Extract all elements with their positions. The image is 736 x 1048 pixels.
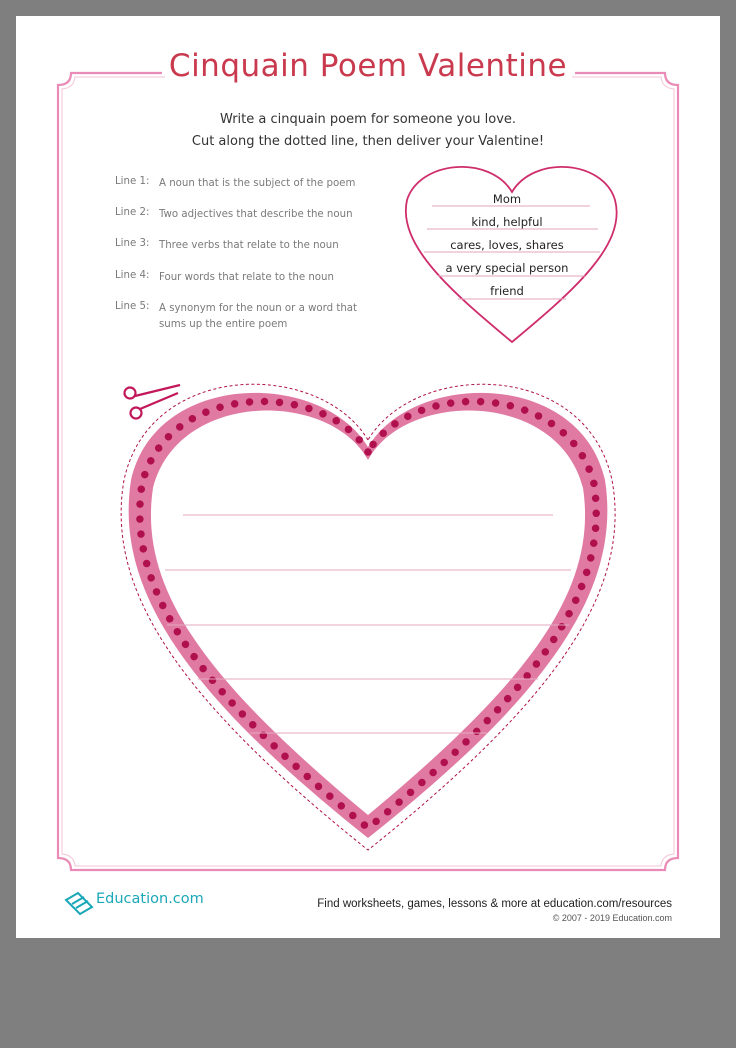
- example-line-1: Mom: [492, 192, 522, 206]
- example-line-3: cares, loves, shares: [450, 238, 564, 252]
- line-label: Line 3:: [115, 238, 150, 249]
- line-text: A synonym for the noun or a word that sums up the entire poem: [159, 303, 358, 330]
- line-5-description: [115, 301, 369, 333]
- footer-info: [317, 898, 672, 923]
- line-3-description: [115, 238, 369, 254]
- line-4-description: [115, 270, 369, 286]
- line-1-description: [115, 176, 369, 192]
- line-label: Line 4:: [115, 270, 150, 281]
- brand-logo[interactable]: [64, 891, 204, 907]
- copyright-text: © 2007 - 2019 Education.com: [552, 913, 672, 923]
- line-text: Four words that relate to the noun: [159, 272, 334, 283]
- line-text: A noun that is the subject of the poem: [159, 178, 356, 189]
- page-title: Cinquain Poem Valentine: [168, 48, 568, 84]
- scissors-icon: [125, 385, 181, 419]
- instruction-line-1: Write a cinquain poem for someone you love.: [219, 112, 517, 127]
- brand-name: Education.com: [96, 891, 204, 907]
- line-2-description: [115, 207, 369, 223]
- line-text: Three verbs that relate to the noun: [159, 240, 339, 251]
- example-line-2: kind, helpful: [471, 215, 543, 229]
- example-line-4: a very special person: [445, 261, 569, 275]
- line-label: Line 2:: [115, 207, 150, 218]
- line-text: Two adjectives that describe the noun: [159, 209, 353, 220]
- big-heart-inner: [151, 411, 585, 815]
- resources-text: Find worksheets, games, lessons & more at education.com/resources: [317, 898, 672, 910]
- line-label: Line 5:: [115, 301, 150, 312]
- instruction-line-2: Cut along the dotted line, then deliver your Valentine!: [191, 134, 545, 149]
- example-line-5: friend: [490, 284, 524, 298]
- line-label: Line 1:: [115, 176, 150, 187]
